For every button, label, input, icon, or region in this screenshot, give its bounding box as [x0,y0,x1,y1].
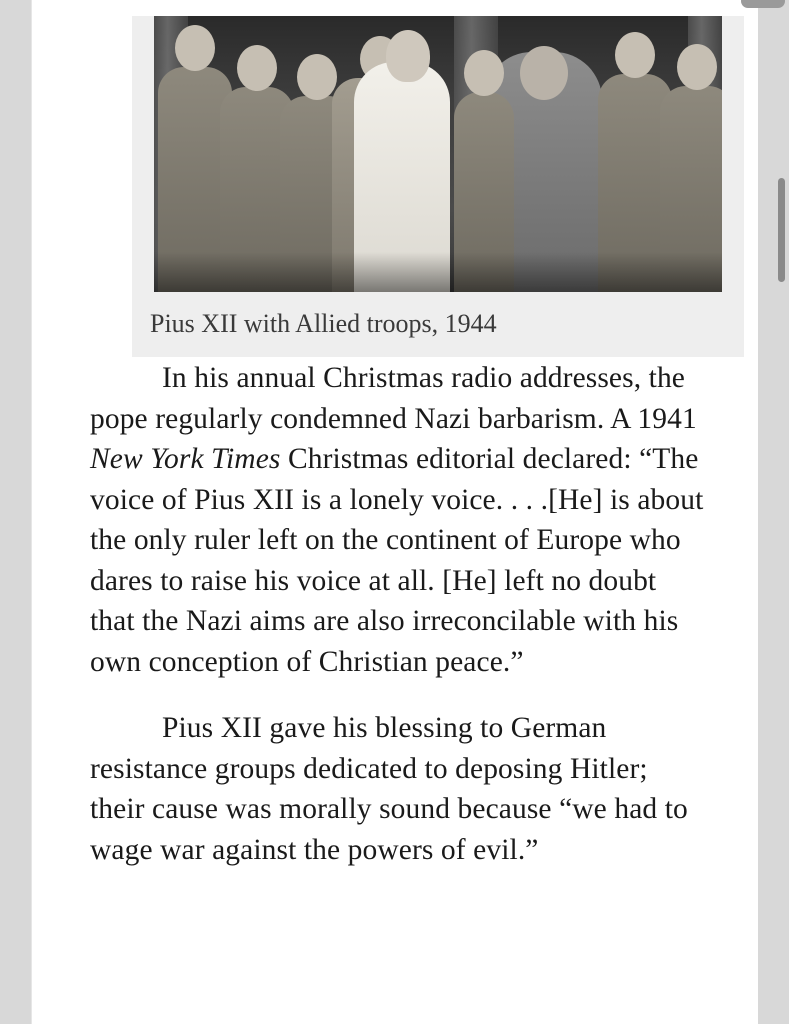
figure-caption: Pius XII with Allied troops, 1944 [150,309,497,338]
scrollbar-track[interactable] [778,0,785,1024]
soldier-head-icon [175,25,215,71]
soldier-head-icon [297,54,337,100]
figure-photograph [154,16,722,292]
column-rule [31,0,32,1024]
paragraph-1-run-3: Christmas editorial declared: “The voice of Pius XII is a lonely voice. . . .[He] is about the only ruler left on the continent of Europe who dares to raise his voice at all. [He] left no doubt that the Nazi aims are also irreconcilable with his own conception of Christian peace.” [90,443,704,678]
soldier-head-icon [237,45,277,91]
soldier-head-icon [615,32,655,78]
paragraph-2-run-1: Pius XII gave his blessing to German resistance groups dedicated to deposing Hitler; their cause was morally sound because “we had to wage war against the powers of evil.” [90,712,688,866]
article-body [90,358,704,870]
paragraph-1 [90,358,704,682]
paragraph-2 [90,708,704,870]
figure-image-wrap [154,16,722,292]
scrollbar-thumb[interactable] [778,178,785,282]
photo-pope-head [386,30,430,82]
photo-floor-shadow [154,252,722,292]
paragraph-1-run-2-italic: New York Times [90,443,281,475]
scroll-indicator-nub [741,0,785,8]
soldier-head-icon [464,50,504,96]
article-figure [132,16,744,357]
soldier-head-icon [677,44,717,90]
paragraph-1-run-1: In his annual Christmas radio addresses, the pope regularly condemned Nazi barbarism. A 1941 [90,362,697,435]
photo-bishop-head [520,46,568,100]
